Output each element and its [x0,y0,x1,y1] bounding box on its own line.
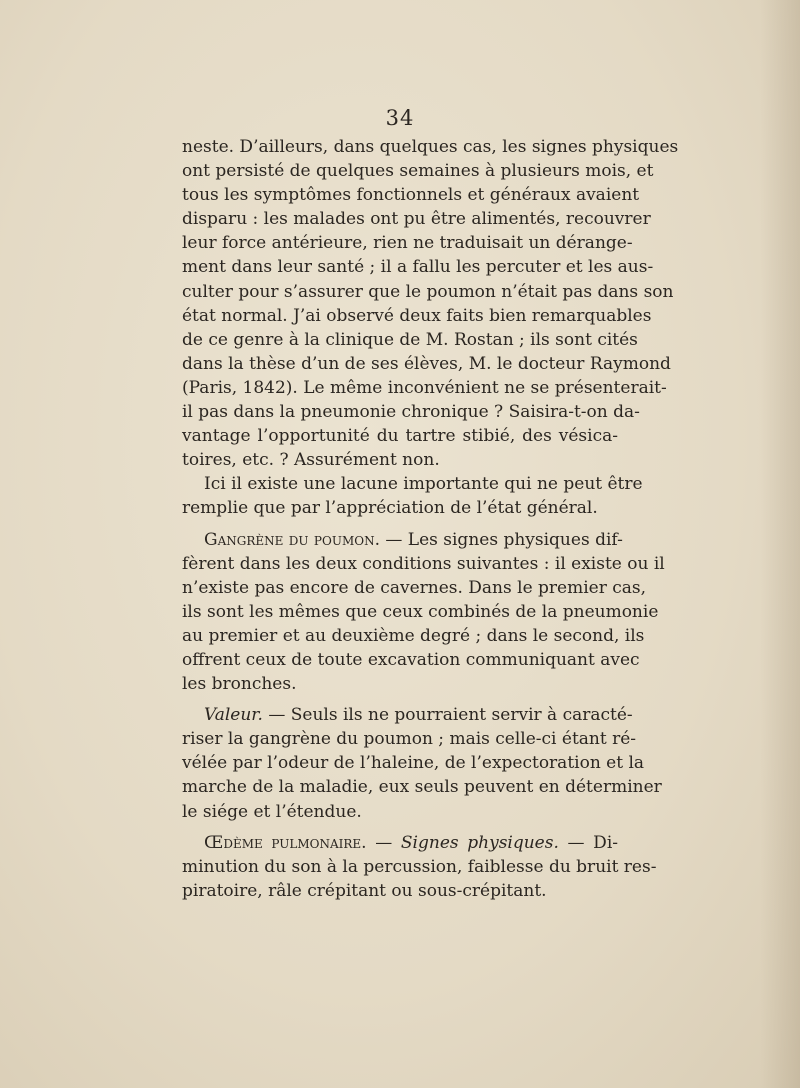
text-line: vélée par l’odeur de l’haleine, de l’expectoration et la [182,753,645,774]
paragraph-oedeme [182,831,657,903]
text-line: (Paris, 1842). Le même inconvénient ne se présenterait- [182,377,667,398]
subheading-signes: Signes physiques. [400,832,559,853]
text-line: offrent ceux de toute excavation communiquant avec [182,649,640,670]
text-line: vantage l’opportunité du tartre stibié, des vésica- [182,426,618,447]
text-line: fèrent dans les deux conditions suivantes : il existe ou il [182,553,665,574]
text-line: piratoire, râle crépitant ou sous-crépitant. [182,880,547,901]
body-text [182,135,679,903]
paragraph-2 [182,472,643,520]
text-line: état normal. J’ai observé deux faits bien remarquables [182,305,652,326]
text-line: le siége et l’étendue. [182,801,362,822]
text-line: leur force antérieure, rien ne traduisait un dérange- [182,233,633,254]
paragraph-gangrene [182,528,665,697]
text-line: dans la thèse d’un de ses élèves, M. le docteur Raymond [182,353,671,374]
text-line: ment dans leur santé ; il a fallu les percuter et les aus- [182,257,654,278]
text-line: de ce genre à la clinique de M. Rostan ; ils sont cités [182,329,638,350]
page-number: 34 [385,106,415,130]
text-line: minution du son à la percussion, faiblesse du bruit res- [182,856,657,877]
text-line: tous les symptômes fonctionnels et généraux avaient [182,185,640,206]
text-line: culter pour s’assurer que le poumon n’était pas dans son [182,281,674,302]
text-line: Œdème pulmonaire. — Signes physiques. — Di- [204,832,618,853]
section-heading-valeur: Valeur. [204,705,263,726]
text-line: il pas dans la pneumonie chronique ? Saisira-t-on da- [182,402,640,423]
page-edge-shadow [760,0,800,1088]
paragraph-1 [182,135,679,472]
text-line: toires, etc. ? Assurément non. [182,450,440,471]
text-line: Ici il existe une lacune importante qui ne peut être [204,474,643,495]
paragraph-valeur [182,703,662,823]
text-line: neste. D’ailleurs, dans quelques cas, les signes physiques [182,137,679,157]
text-line: au premier et au deuxième degré ; dans le second, ils [182,625,645,646]
text-line: les bronches. [182,674,297,695]
text-line: Gangrène du poumon. — Les signes physiques dif- [204,529,623,550]
text-line: ont persisté de quelques semaines à plusieurs mois, et [182,161,654,182]
text-line: Valeur. — Seuls ils ne pourraient servir à caracté- [204,705,633,726]
text-line: n’existe pas encore de cavernes. Dans le premier cas, [182,577,647,598]
section-heading-oedeme: Œdème pulmonaire. [204,832,367,853]
section-heading-gangrene: Gangrène du poumon. [204,529,380,550]
text-line: riser la gangrène du poumon ; mais celle-ci étant ré- [182,729,637,750]
text-line: marche de la maladie, eux seuls peuvent en déterminer [182,777,662,798]
text-line: remplie que par l’appréciation de l’état général. [182,498,598,519]
text-line: ils sont les mêmes que ceux combinés de la pneumonie [182,601,659,622]
text-line: disparu : les malades ont pu être alimentés, recouvrer [182,209,651,230]
